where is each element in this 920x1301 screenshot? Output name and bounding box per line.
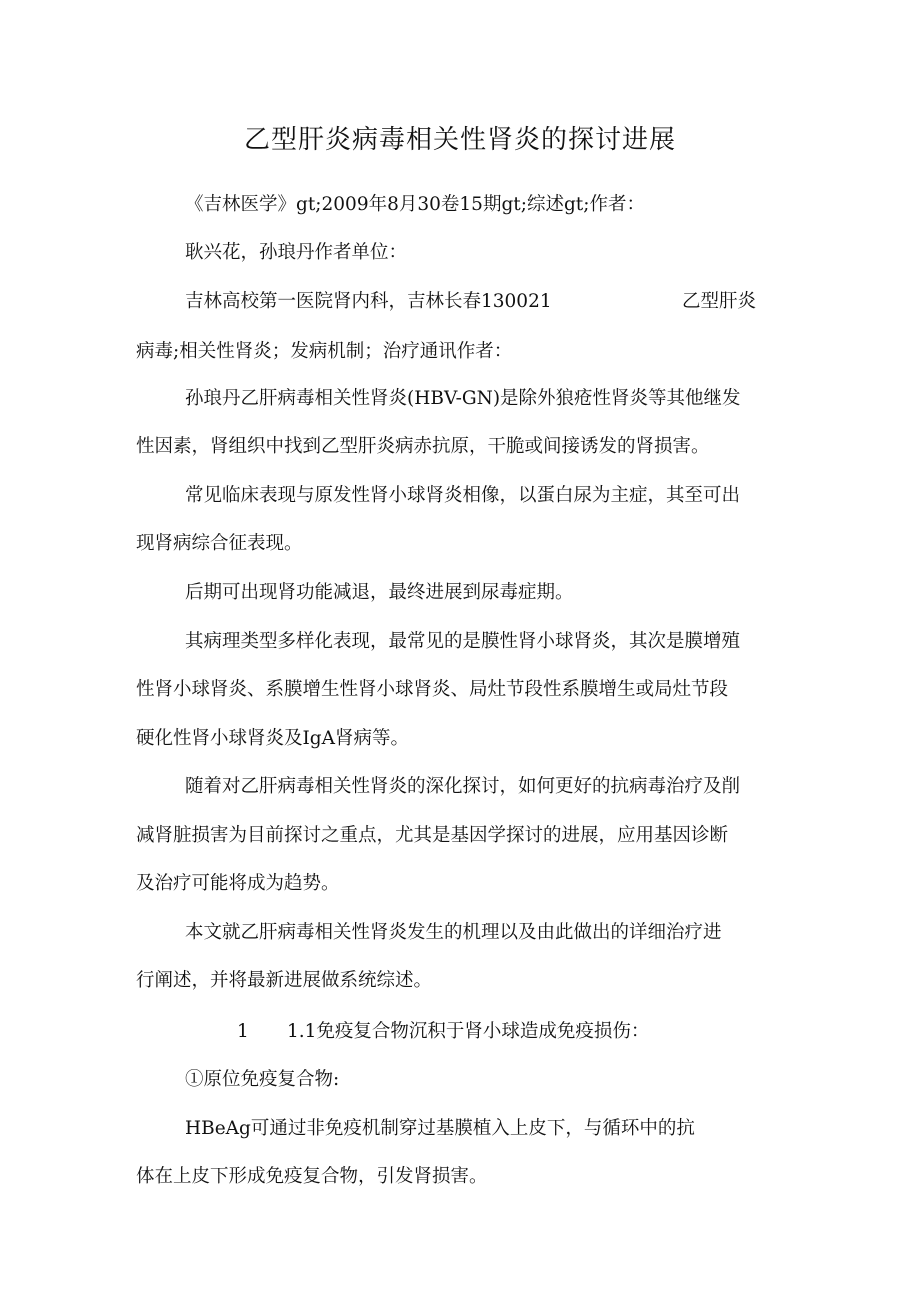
paragraph-line: 体在上皮下形成免疫复合物，引发肾损害。: [136, 1166, 488, 1187]
authors-line: 耿兴花，孙琅丹作者单位：: [185, 242, 408, 263]
paragraph-line: 现肾病综合征表现。: [136, 533, 303, 554]
paragraph-line: 本文就乙肝病毒相关性肾炎发生的机理以及由此做出的详细治疗进: [185, 922, 722, 943]
affiliation-line: [185, 289, 552, 315]
document-title: 乙型肝炎病毒相关性肾炎的探讨进展: [243, 125, 676, 155]
paragraph-line: 常见临床表现与原发性肾小球肾炎相像，以蛋白尿为主症，其至可出: [185, 485, 741, 506]
affiliation-text: 吉林高校第一医院肾内科，吉林长春130021: [185, 291, 552, 312]
paragraph-line: 随着对乙肝病毒相关性肾炎的深化探讨，如何更好的抗病毒治疗及削: [185, 776, 741, 797]
source-citation: 《吉林医学》gt;2009年8月30卷15期gt;综述gt;作者：: [185, 194, 645, 215]
paragraph-line: 性肾小球肾炎、系膜增生性肾小球肾炎、局灶节段性系膜增生或局灶节段: [136, 679, 729, 700]
keywords-start: 乙型肝炎: [682, 291, 757, 312]
subsection-heading: ①原位免疫复合物:: [185, 1069, 340, 1090]
paragraph-line: 孙琅丹乙肝病毒相关性肾炎(HBV-GN)是除外狼疮性肾炎等其他继发: [185, 388, 741, 409]
paragraph-line: 行阐述，并将最新进展做系统综述。: [136, 970, 433, 991]
paragraph-line: 其病理类型多样化表现，最常见的是膜性肾小球肾炎，其次是膜增殖: [185, 631, 741, 652]
paragraph-line: 性因素，肾组织中找到乙型肝炎病赤抗原，干脆或间接诱发的肾损害。: [136, 436, 710, 457]
paragraph-line: 后期可出现肾功能减退，最终进展到尿毒症期。: [185, 582, 574, 603]
section-number: 1: [237, 1021, 249, 1042]
paragraph-line: 及治疗可能将成为趋势。: [136, 873, 340, 894]
paragraph-line: 硬化性肾小球肾炎及IgA肾病等。: [136, 728, 410, 749]
paragraph-line: HBeAg可通过非免疫机制穿过基膜植入上皮下，与循环中的抗: [185, 1118, 695, 1139]
paragraph-line: 减肾脏损害为目前探讨之重点，尤其是基因学探讨的进展，应用基因诊断: [136, 825, 729, 846]
keywords-line: 病毒;相关性肾炎；发病机制；治疗通讯作者：: [136, 341, 513, 362]
section-heading: 1.1免疫复合物沉积于肾小球造成免疫损伤：: [287, 1021, 650, 1042]
